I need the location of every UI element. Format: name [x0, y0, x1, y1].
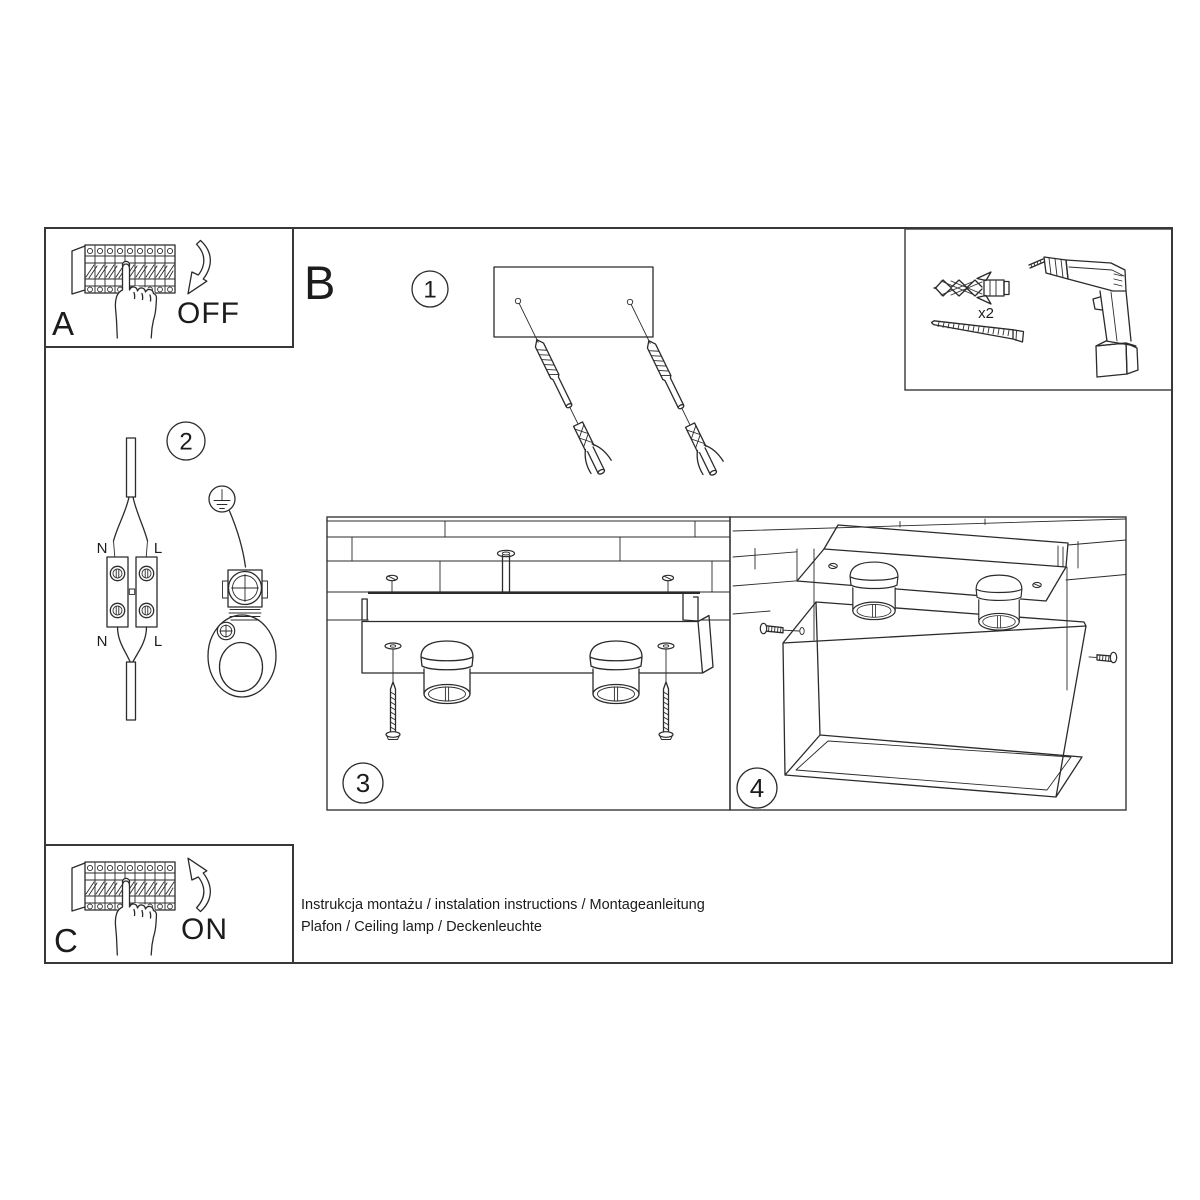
hanging-bolt — [498, 550, 515, 592]
screw-anchor-icon-left — [510, 298, 615, 478]
screw-anchor-icon-right — [622, 299, 727, 479]
step-2-wiring — [97, 422, 276, 720]
step-3-number: 3 — [355, 768, 371, 798]
ground-symbol-icon — [209, 486, 235, 512]
fixing-screw-right — [659, 682, 673, 740]
curved-arrow-up-icon — [188, 858, 210, 911]
lamp-socket-icon-left — [850, 562, 898, 620]
pressing-hand-icon — [115, 881, 156, 955]
hardware-kit-box — [905, 229, 1172, 390]
wire-label-l-bottom: L — [153, 633, 163, 650]
anchor-quantity-label: x2 — [978, 305, 994, 322]
ceiling-screw-right — [663, 575, 674, 592]
ceiling-pattern — [327, 521, 730, 620]
curved-arrow-down-icon — [188, 241, 210, 294]
step-1-number: 1 — [423, 276, 437, 304]
ceiling-bracket — [362, 593, 713, 673]
step-4-number: 4 — [749, 773, 765, 803]
wire-label-n-top: N — [96, 540, 108, 557]
step-1-drilling — [304, 256, 727, 479]
footer-line-2: Plafon / Ceiling lamp / Deckenleuchte — [301, 919, 542, 935]
panel-c-label: C — [54, 922, 78, 959]
side-screw-right — [1089, 652, 1117, 662]
footer-line-1: Instrukcja montażu / instalation instructions / Montageanleitung — [301, 897, 705, 913]
panel-a-label: A — [52, 305, 75, 342]
washer-icon-right — [658, 643, 674, 649]
pressing-hand-icon — [115, 264, 156, 338]
panel-a-power-off — [45, 228, 293, 347]
power-off-label: OFF — [177, 297, 240, 330]
washer-icon-left — [385, 643, 401, 649]
section-b-label: B — [304, 256, 336, 309]
wall-plug-icon — [934, 272, 1009, 304]
lamp-housing — [783, 602, 1086, 797]
power-on-label: ON — [181, 913, 228, 946]
screw-icon — [932, 321, 1024, 342]
drill-icon — [1029, 257, 1138, 377]
lamp-socket-icon-right — [590, 641, 642, 704]
plate-hole-left — [515, 298, 520, 303]
supply-cable-top — [114, 438, 148, 557]
footer-captions — [301, 897, 705, 935]
step-2-number: 2 — [179, 428, 193, 456]
fixing-screw-left — [386, 682, 400, 740]
wire-label-n-bottom: N — [96, 633, 108, 650]
step-3-bracket-mounting — [327, 517, 730, 810]
wire-label-l-top: L — [153, 540, 163, 557]
panel-c-power-on — [45, 845, 293, 963]
ceiling-screw-left — [387, 575, 398, 592]
terminal-block-icon — [107, 557, 157, 627]
lamp-socket-icon-right — [976, 575, 1022, 630]
plate-hole-right — [627, 299, 632, 304]
lamp-socket-icon-left — [421, 641, 473, 704]
kit-frame — [905, 229, 1172, 390]
mounting-plate — [494, 267, 653, 337]
step-4-housing-mounting — [730, 517, 1126, 810]
ground-clamp-icon — [208, 511, 276, 697]
lamp-cable-bottom — [118, 627, 147, 720]
